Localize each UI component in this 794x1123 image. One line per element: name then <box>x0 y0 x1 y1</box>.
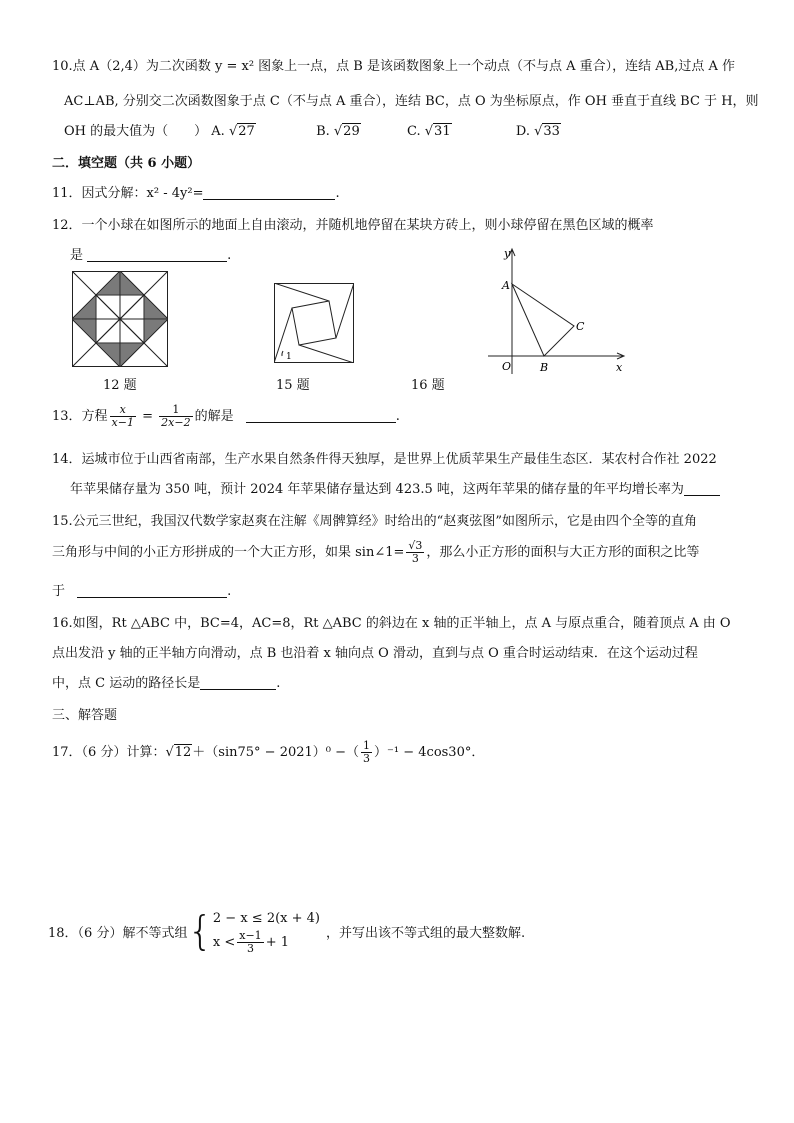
shaded-triangle <box>72 295 96 319</box>
q18-suffix: ，并写出该不等式组的最大整数解. <box>326 926 526 941</box>
svg-text:O: O <box>502 360 512 373</box>
q10-line2: AC⊥AB, 分别交二次函数图象于点 C（不与点 A 重合），连结 BC，点 O 为坐标原点，作 OH 垂直于直线 BC 于 H，则 <box>64 94 759 109</box>
q17-fraction: $\frac{1}{3}$ <box>363 739 371 765</box>
q13-end: . <box>395 409 400 424</box>
q15-line3 <box>52 580 231 599</box>
q15-end: . <box>227 584 232 599</box>
q11 <box>52 182 340 201</box>
q13-fraction-left: $\frac{x}{x-1}$ <box>111 403 134 429</box>
shaded-triangle <box>144 295 168 319</box>
figure-15-zhao-shuang-diagram <box>274 283 354 363</box>
q17: 17．（6 分）计算：√12＋（sin75° − 2021）⁰ −（ $\frac{1}{3}$ ）⁻¹ − 4cos30°． <box>52 739 485 765</box>
q18-inequality-2: x < $\frac{x-1}{3}$ + 1 <box>212 929 289 955</box>
q16-line1: 16.如图，Rt △ABC 中，BC=4，AC=8，Rt △ABC 的斜边在 x 轴的正半轴上，点 A 与原点重合，随着顶点 A 由 O <box>52 616 731 631</box>
q12-prefix: 是 <box>70 248 84 263</box>
q10-option-b: B. √29 <box>316 124 360 139</box>
q16-line3 <box>52 672 280 691</box>
shaded-triangle <box>72 319 96 343</box>
q15-prefix: 于 <box>52 584 66 599</box>
q14-answer-blank[interactable] <box>684 481 720 496</box>
q17-radicand: 12 <box>174 745 192 760</box>
q13-prefix: 13．方程 <box>52 409 108 424</box>
section-2-heading: 二．填空题（共 6 小题） <box>52 156 201 171</box>
q13 <box>52 404 400 429</box>
q13-answer-blank[interactable] <box>246 408 396 423</box>
q13-suffix: 的解是 <box>194 409 234 424</box>
q10-line3 <box>64 120 561 139</box>
q15-answer-blank[interactable] <box>77 583 227 598</box>
angle-1-label: 1 <box>286 352 292 362</box>
q13-equals: = <box>142 409 154 424</box>
svg-text:C: C <box>576 320 585 333</box>
q16-answer-blank[interactable] <box>200 675 276 690</box>
q11-text: 11．因式分解：x² - 4y²= <box>52 186 204 201</box>
q16-end: . <box>276 676 281 691</box>
figure-16-caption: 16 题 <box>411 378 445 393</box>
q10-stem-end: OH 的最大值为（ ） <box>64 124 208 139</box>
q16-line2: 点出发沿 y 轴的正半轴方向滑动，点 B 也沿着 x 轴向点 O 滑动，直到与点 O 重合时运动结束．在这个运动过程 <box>52 646 698 661</box>
svg-text:B: B <box>540 361 549 374</box>
q10-option-a: A. √27 <box>211 124 255 139</box>
q15-line2-prefix: 三角形与中间的小正方形拼成的一个大正方形，如果 sin∠1= <box>52 545 405 560</box>
shaded-triangle <box>120 271 144 295</box>
q18-prefix: 18．（6 分）解不等式组 <box>48 926 188 941</box>
svg-text:A: A <box>502 279 510 292</box>
svg-text:y: y <box>504 247 511 260</box>
q15-line1: 15.公元三世纪，我国汉代数学家赵爽在注解《周髀算经》时给出的“赵爽弦图”如图所示，它是由四个全等的直角 <box>52 514 697 529</box>
q12-answer-blank[interactable] <box>87 247 227 262</box>
shaded-triangle <box>144 319 168 343</box>
q12-line2 <box>70 244 231 263</box>
figure-15-caption: 15 题 <box>276 378 310 393</box>
q18-system <box>213 908 320 955</box>
q16-prefix: 中，点 C 运动的路径长是 <box>52 676 201 691</box>
q10-option-d: D. √33 <box>515 124 560 139</box>
q10-option-c: C. √31 <box>407 124 451 139</box>
q14-line2-text: 年苹果储存量为 350 吨，预计 2024 年苹果储存量达到 423.5 吨，这两年苹果的储存量的年平均增长率为 <box>70 482 684 497</box>
q11-end: . <box>335 186 340 201</box>
q17-prefix: 17．（6 分）计算： <box>52 745 166 760</box>
section-3-heading: 三、解答题 <box>52 708 118 723</box>
q17-mid: ＋（sin75° − 2021）⁰ −（ <box>192 745 360 760</box>
q11-answer-blank[interactable] <box>203 185 335 200</box>
q13-fraction-right: $\frac{1}{2x-2}$ <box>161 403 191 429</box>
shaded-triangle <box>120 343 144 367</box>
q10-line1: 10.点 A（2,4）为二次函数 y = x² 图象上一点，点 B 是该函数图象上一个动点（不与点 A 重合），连结 AB,过点 A 作 <box>52 59 736 74</box>
q15-sin-fraction: $\frac{√3}{3}$ <box>408 539 423 565</box>
q15-line2-suffix: ，那么小正方形的面积与大正方形的面积之比等 <box>426 545 700 560</box>
q12-end: . <box>227 248 232 263</box>
q18-brace: { <box>187 908 213 955</box>
shaded-triangle <box>96 271 120 295</box>
q18-inequality-1: 2 − x ≤ 2(x + 4) <box>212 911 320 926</box>
q12-line1: 12．一个小球在如图所示的地面上自由滚动，并随机地停留在某块方砖上，则小球停留在黑色区域的概率 <box>52 218 654 233</box>
q18 <box>48 908 525 955</box>
svg-text:x: x <box>616 361 623 374</box>
q15-line2 <box>52 540 699 565</box>
q14-line1: 14．运城市位于山西省南部，生产水果自然条件得天独厚，是世界上优质苹果生产最佳生态区．某农村合作社 2022 <box>52 452 717 467</box>
q14-line2 <box>70 478 720 497</box>
figure-12-tile-pattern <box>72 271 168 367</box>
figure-16-coordinate-diagram <box>484 244 630 378</box>
q17-suffix: ）⁻¹ − 4cos30°． <box>374 745 485 760</box>
shaded-triangle <box>96 343 120 367</box>
figure-12-caption: 12 题 <box>103 378 137 393</box>
